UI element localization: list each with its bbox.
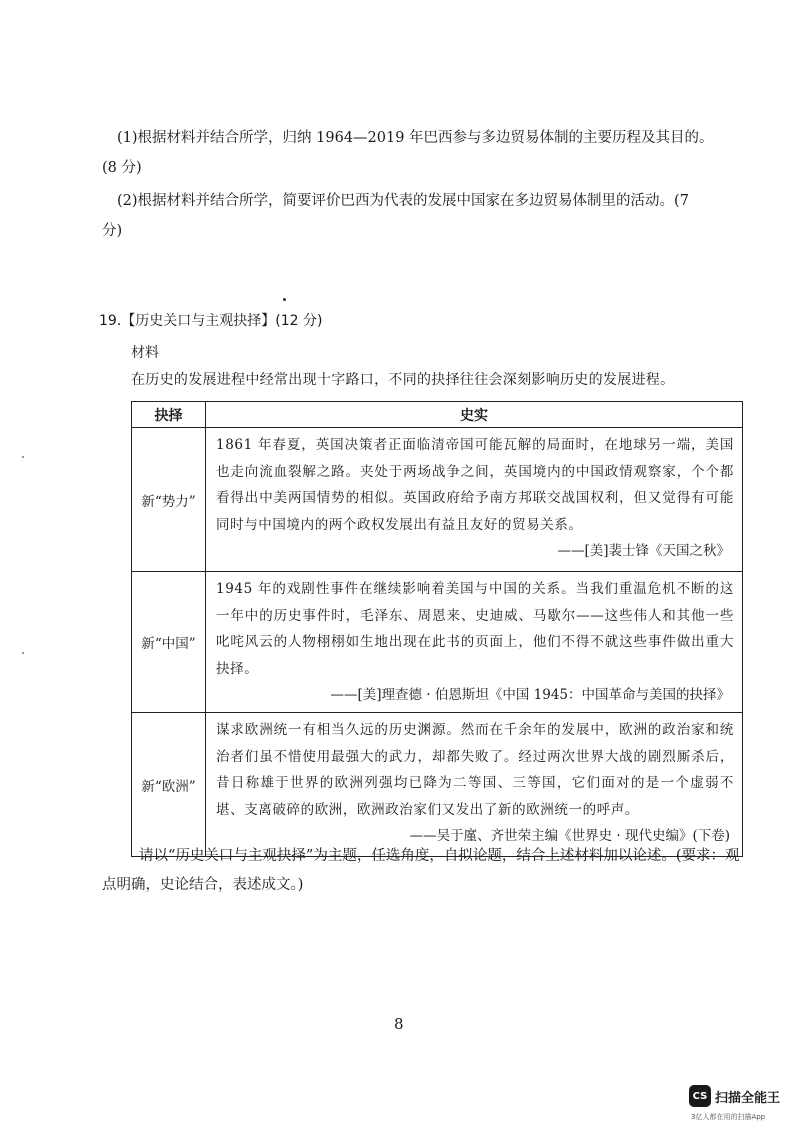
row-facts-cell — [206, 713, 743, 857]
scan-speck — [22, 456, 24, 458]
table-row — [132, 428, 743, 572]
table-header-row — [132, 402, 743, 428]
history-table — [131, 401, 743, 857]
page-number: 8 — [394, 1015, 404, 1033]
q18-part2-points: 分) — [102, 223, 123, 239]
question-19-heading: 19.【历史关口与主观抉择】(12 分) — [99, 313, 323, 329]
row-source: ——[美]理查德 · 伯恩斯坦《中国 1945：中国革命与美国的抉择》 — [330, 687, 730, 703]
table-row — [132, 713, 743, 857]
row-choice: 新“欧洲” — [132, 713, 206, 857]
scanner-watermark — [689, 1085, 789, 1125]
header-facts: 史实 — [206, 402, 743, 428]
row-choice: 新“中国” — [132, 572, 206, 713]
row-choice: 新“势力” — [132, 428, 206, 572]
row-source: ——吴于廑、齐世荣主编《世界史 · 现代史编》(下卷) — [409, 828, 730, 844]
q18-part1-points: (8 分) — [102, 160, 142, 176]
camscanner-logo-icon: CS — [689, 1085, 711, 1107]
essay-task-line2: 点明确，史论结合，表述成文。) — [102, 877, 304, 893]
scan-dot — [283, 298, 286, 301]
material-intro: 在历史的发展进程中经常出现十字路口，不同的抉择往往会深刻影响历史的发展进程。 — [131, 372, 675, 388]
row-source: ——[美]裴士锋《天国之秋》 — [557, 543, 730, 559]
row-facts-text: 1861 年春夏，英国决策者正面临清帝国可能瓦解的局面时，在地球另一端，美国也走向流血裂解之路。夹处于两场战争之间，英国境内的中国政情观察家，个个都看得出中美两国情势的相似。英国政府给予南方邦联交战国权利，但又觉得有可能同时与中国境内的两个政权发展出有益且友好的贸易关系。 — [216, 437, 734, 533]
essay-task-line1: 请以“历史关口与主观抉择”为主题，任选角度，自拟论题，结合上述材料加以论述。(要求：观 — [139, 848, 740, 864]
scanner-tagline: 3亿人都在用的扫描App — [691, 1113, 766, 1121]
q18-part1-line1: (1)根据材料并结合所学，归纳 1964—2019 年巴西参与多边贸易体制的主要历程及其目的。 — [117, 130, 714, 146]
scan-speck — [22, 652, 24, 654]
table-row — [132, 572, 743, 713]
material-label: 材料 — [131, 345, 159, 361]
row-facts-text: 1945 年的戏剧性事件在继续影响着美国与中国的关系。当我们重温危机不断的这一年中的历史事件时，毛泽东、周恩来、史迪威、马歇尔——这些伟人和其他一些叱咤风云的人物栩栩如生地出现在此书的页面上，他们不得不就这些事件做出重大抉择。 — [216, 581, 734, 677]
header-choice: 抉择 — [132, 402, 206, 428]
row-facts-cell — [206, 572, 743, 713]
row-facts-cell — [206, 428, 743, 572]
q18-part2-line1: (2)根据材料并结合所学，简要评价巴西为代表的发展中国家在多边贸易体制里的活动。(7 — [117, 193, 689, 209]
scanner-app-name: 扫描全能王 — [715, 1091, 781, 1106]
row-facts-text: 谋求欧洲统一有相当久远的历史渊源。然而在千余年的发展中，欧洲的政治家和统治者们虽不惜使用最强大的武力，却都失败了。经过两次世界大战的剧烈厮杀后，昔日称雄于世界的欧洲列强均已降为二等国、三等国，它们面对的是一个虚弱不堪、支离破碎的欧洲，欧洲政治家们又发出了新的欧洲统一的呼声。 — [216, 722, 734, 818]
